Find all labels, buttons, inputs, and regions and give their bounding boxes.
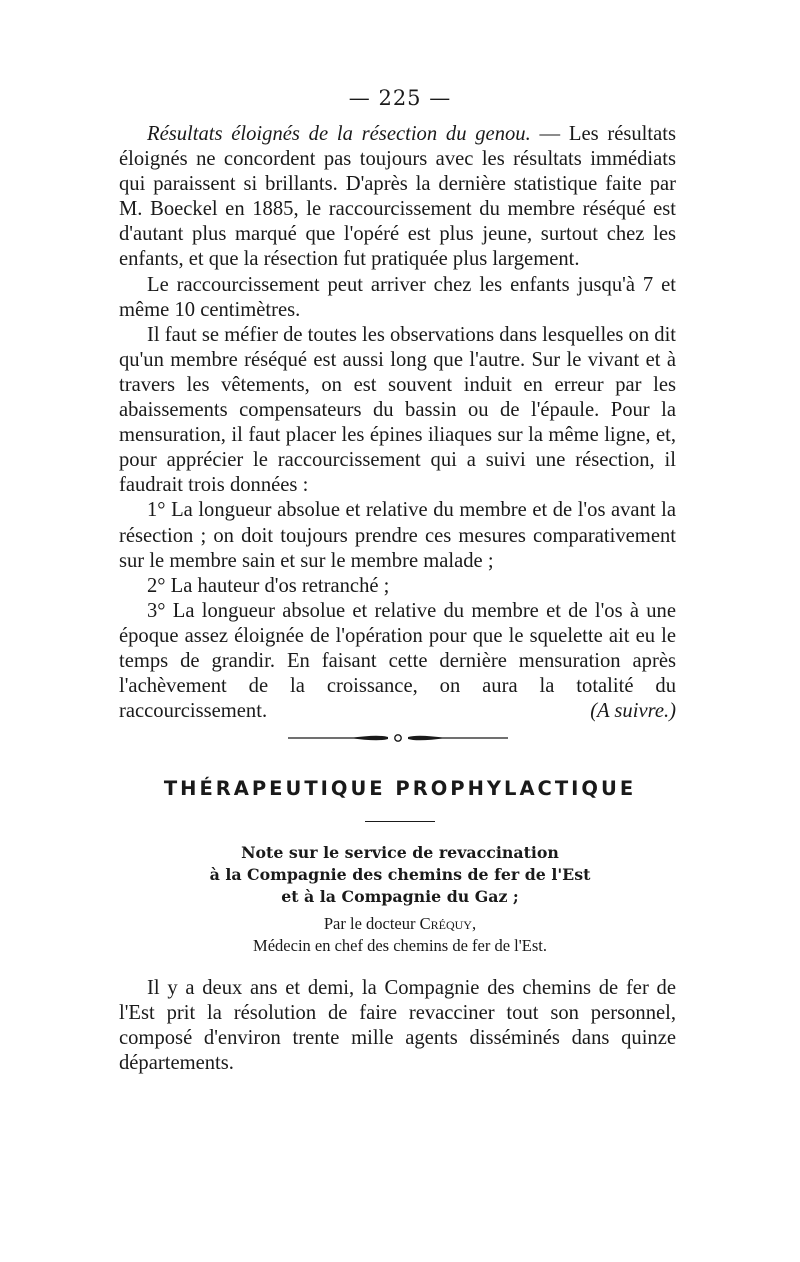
to-be-continued: (A suivre.): [590, 700, 676, 723]
note-title-line-2: à la Compagnie des chemins de fer de l'Est: [209, 865, 591, 884]
section-revaccination: [119, 976, 676, 1076]
heading-rule: [365, 821, 435, 822]
paragraph-item-2: 2° La hauteur d'os retranché ;: [147, 574, 390, 597]
section-resection-results: [119, 122, 676, 724]
author-name: Créquy: [419, 914, 472, 933]
paragraph-title: Résultats éloignés de la résection du genou.: [147, 123, 531, 145]
paragraph-revaccination: Il y a deux ans et demi, la Compagnie des chemins de fer de l'Est prit la résolution de faire revacciner tout son personnel, composé d'environ trente mille agents disséminés dans quinze départements.: [119, 977, 676, 1075]
page-number: — 225 —: [348, 86, 452, 110]
paragraph-item-3-text: 3° La longueur absolue et relative du membre et de l'os à une époque assez éloignée de l'opération pour que le squelette ait eu le temps de grandir. En faisant cette dernière mensuration après l'achèvement de la croissance, on aura la totalité du raccourcissement.: [119, 599, 676, 723]
author-title: Médecin en chef des chemins de fer de l'Est.: [253, 936, 547, 955]
section-heading: THÉRAPEUTIQUE PROPHYLACTIQUE: [163, 777, 637, 800]
author-line: Par le docteur Créquy,: [323, 914, 477, 933]
paragraph-item-1: 1° La longueur absolue et relative du membre et de l'os avant la résection ; on doit toujours prendre ces mesures comparativement sur le membre sain et sur le membre malade ;: [119, 499, 676, 572]
paragraph-results: [119, 122, 676, 273]
author-prefix: Par le docteur: [323, 914, 420, 933]
note-title-line-3: et à la Compagnie du Gaz ;: [281, 887, 519, 906]
note-title-line-1: Note sur le service de revaccination: [241, 843, 559, 862]
paragraph-item-3: [119, 599, 676, 724]
paragraph-caution: Il faut se méfier de toutes les observations dans lesquelles on dit qu'un membre réséqué est aussi long que l'autre. Sur le vivant et à travers les vêtements, on est souvent induit en erreur par les abaissements compensateurs du bassin ou de l'épaule. Pour la mensuration, il faut placer les épines iliaques sur la même ligne, et, pour apprécier le raccourcissement qui a suivi une résection, il faudrait trois données :: [119, 323, 677, 497]
paragraph-shortening: Le raccourcissement peut arriver chez les enfants jusqu'à 7 et même 10 centimètres.: [119, 273, 676, 321]
ornament-divider: [288, 731, 508, 745]
paragraph-text: — Les résultats éloignés ne concordent pas toujours avec les résultats immédiats qui paraissent si brillants. D'après la dernière statistique faite par M. Boeckel en 1885, le raccourcissement du membre réséqué est d'autant plus marqué que l'opéré est plus jeune, surtout chez les enfants, et que la résection fut pratiquée plus largement.: [119, 123, 677, 271]
